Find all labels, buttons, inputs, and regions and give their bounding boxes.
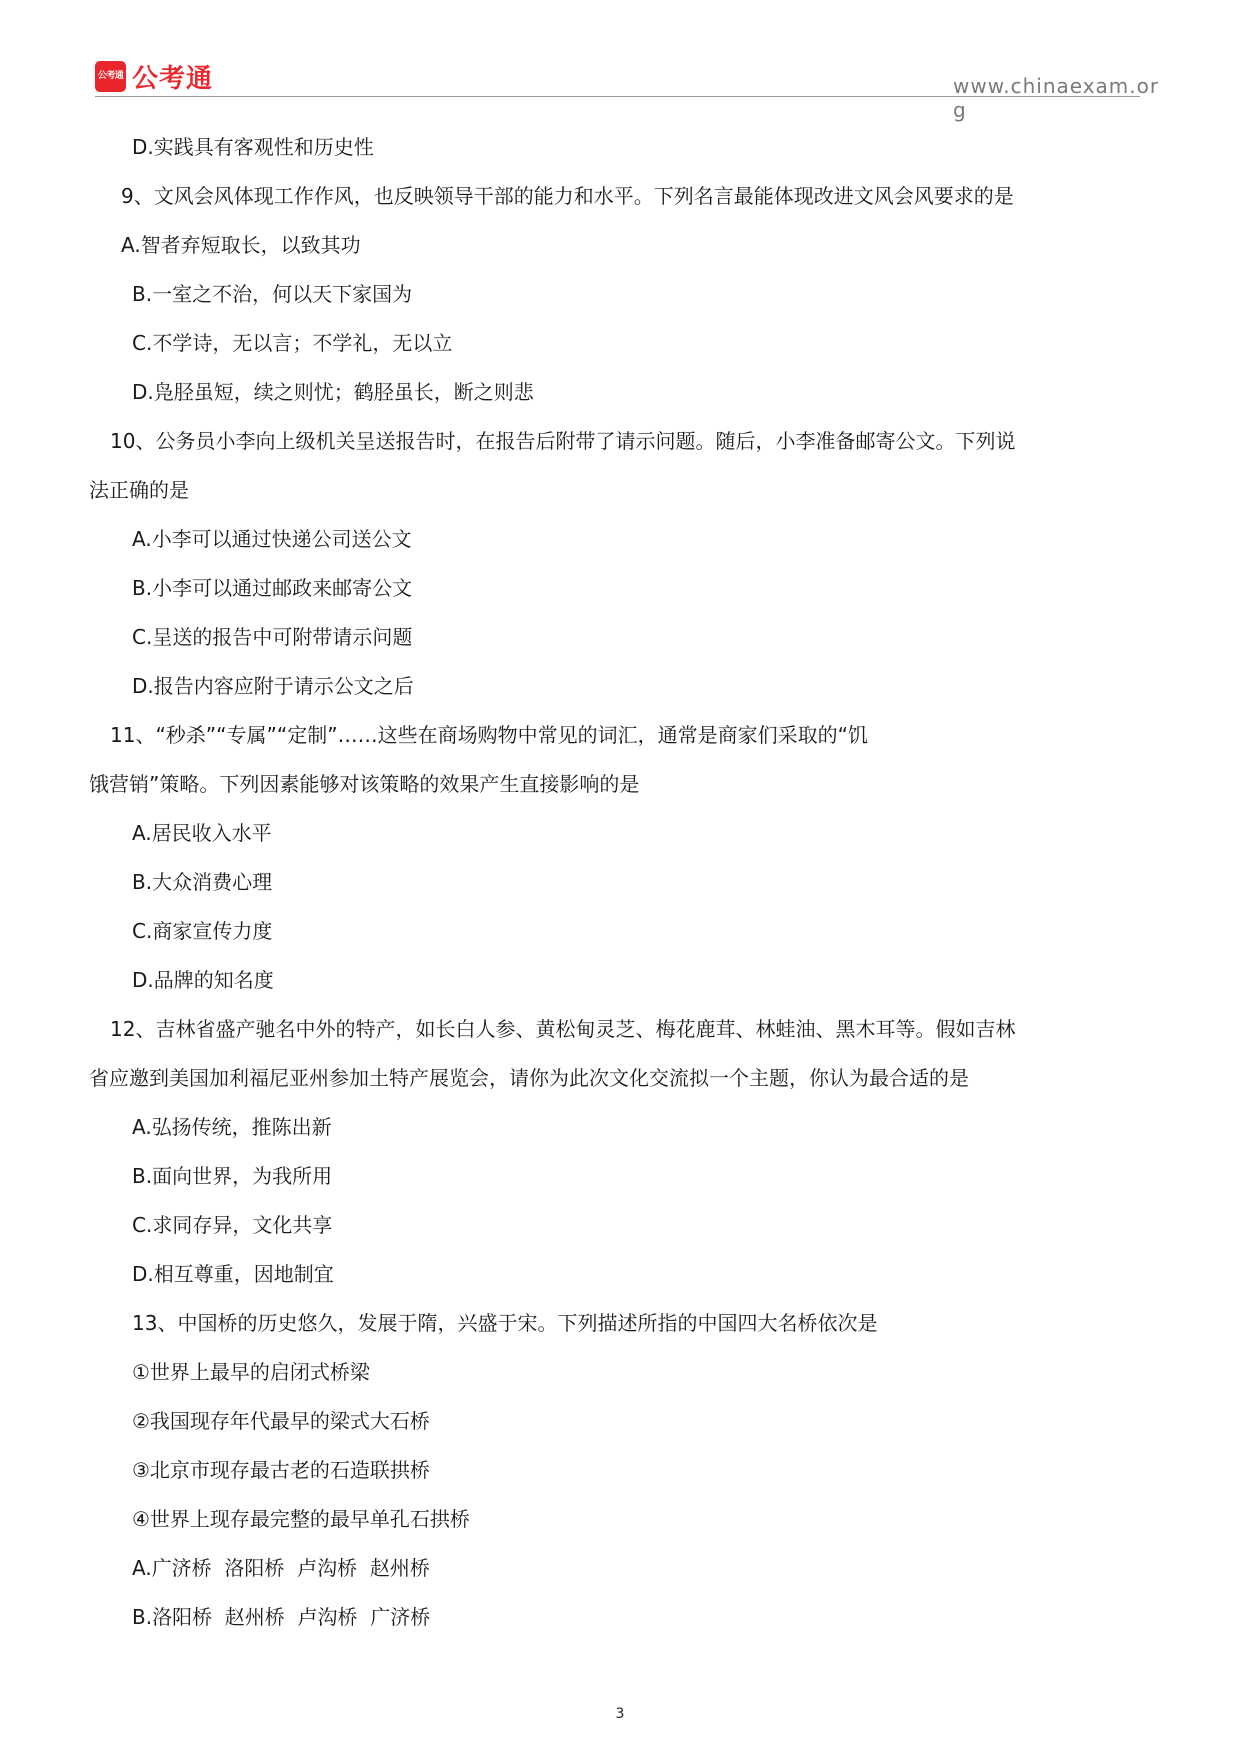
question-11: 11、“秒杀”“专属”“定制”……这些在商场购物中常见的词汇，通常是商家们采取的“饥: [110, 723, 868, 747]
text-line: A.小李可以通过快递公司送公文: [132, 527, 412, 551]
text-line: C.呈送的报告中可附带请示问题: [132, 625, 413, 649]
header-divider: [95, 96, 1140, 97]
text-line: 饿营销”策略。下列因素能够对该策略的效果产生直接影响的是: [89, 772, 640, 796]
text-line: D.凫胫虽短，续之则忧；鹤胫虽长，断之则悲: [132, 380, 534, 404]
text-line: A.居民收入水平: [132, 821, 272, 845]
text-line: ④世界上现存最完整的最早单孔石拱桥: [132, 1507, 470, 1531]
logo-wordmark: 公考通: [132, 64, 214, 94]
text-line: ③北京市现存最古老的石造联拱桥: [132, 1458, 430, 1482]
question-12: 12、吉林省盛产驰名中外的特产，如长白人参、黄松甸灵芝、梅花鹿茸、林蛙油、黑木耳等。假如吉林: [110, 1017, 1016, 1041]
text-line: C.不学诗，无以言；不学礼，无以立: [132, 331, 453, 355]
text-line: A.弘扬传统，推陈出新: [132, 1115, 332, 1139]
text-line: B.面向世界，为我所用: [132, 1164, 333, 1188]
text-line: D.相互尊重，因地制宜: [132, 1262, 334, 1286]
text-line: C.求同存异，文化共享: [132, 1213, 333, 1237]
text-line: C.商家宣传力度: [132, 919, 273, 943]
text-line: A.广济桥 洛阳桥 卢沟桥 赵州桥: [132, 1556, 430, 1580]
text-line: 省应邀到美国加利福尼亚州参加土特产展览会，请你为此次文化交流拟一个主题，你认为最合适的是: [89, 1066, 969, 1090]
question-13: 13、中国桥的历史悠久，发展于隋，兴盛于宋。下列描述所指的中国四大名桥依次是: [132, 1311, 878, 1335]
text-line: ①世界上最早的启闭式桥梁: [132, 1360, 370, 1384]
header-logo: [95, 58, 213, 95]
text-line: B.一室之不治，何以天下家国为: [132, 282, 413, 306]
text-line: D.实践具有客观性和历史性: [132, 135, 374, 159]
text-line: 法正确的是: [89, 478, 189, 502]
text-line: D.报告内容应附于请示公文之后: [132, 674, 414, 698]
site-url: www.chinaexam.org: [953, 74, 1160, 122]
text-line: B.洛阳桥 赵州桥 卢沟桥 广济桥: [132, 1605, 431, 1629]
question-10: 10、公务员小李向上级机关呈送报告时，在报告后附带了请示问题。随后，小李准备邮寄公文。下列说: [110, 429, 1016, 453]
question-9: 9、文风会风体现工作作风，也反映领导干部的能力和水平。下列名言最能体现改进文风会风要求的是: [121, 184, 1014, 208]
text-line: A.智者弃短取长，以致其功: [121, 233, 361, 257]
logo-badge-icon: 公考通: [95, 61, 126, 92]
text-line: D.品牌的知名度: [132, 968, 274, 992]
text-line: B.大众消费心理: [132, 870, 273, 894]
page-number: 3: [615, 1706, 625, 1722]
text-line: B.小李可以通过邮政来邮寄公文: [132, 576, 413, 600]
text-line: ②我国现存年代最早的梁式大石桥: [132, 1409, 430, 1433]
